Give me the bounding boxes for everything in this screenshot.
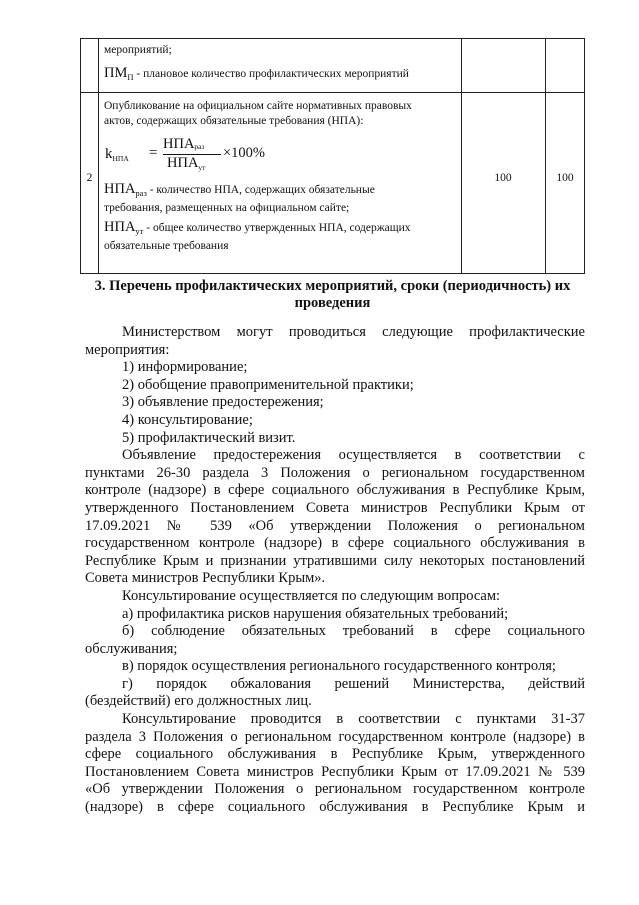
paragraph-line: Республике Крым и признании утратившими силу некоторых постановлений — [85, 552, 585, 569]
section-heading — [80, 278, 585, 312]
section-heading-line1: 3. Перечень профилактических мероприятий, сроки (периодичность) их — [94, 278, 571, 294]
paragraph-line: Объявление предостережения осуществляется в соответствии с — [122, 447, 585, 464]
paragraph-line: 17.09.2021 № 539 «Об утверждении Положения о региональном — [85, 517, 585, 534]
row2-number: 2 — [86, 172, 93, 184]
pm-symbol: ПМ — [104, 65, 128, 81]
table-divider — [545, 39, 546, 273]
paragraph-line: раздела 3 Положения о региональном государственном контроле (надзоре) в — [85, 728, 585, 745]
pm-subscript: П — [127, 72, 134, 82]
paragraph-line: контроле (надзоре) в сфере социального обслуживания в Республике Крым, — [85, 482, 585, 499]
row2-value-actual: 100 — [556, 172, 574, 184]
list-item: б) соблюдение обязательных требований в сфере социального — [122, 623, 585, 640]
paragraph-line: Совета министров Республики Крым». — [85, 570, 326, 587]
row2-value-target: 100 — [494, 172, 512, 184]
paragraph-line: утвержденного Постановлением Совета министров Республики Крым от — [85, 499, 585, 516]
paragraph-line: Постановлением Совета министров Республики Крым от 17.09.2021 № 539 — [85, 763, 585, 780]
npa-ut-definition-cont: обязательные требования — [104, 240, 229, 252]
formula-equals: = — [149, 145, 158, 161]
list-item: 2) обобщение правоприменительной практики; — [122, 376, 414, 393]
npa-ut-definition: $НПА_{ут}$ - общее количество утвержденных НПА, содержащих — [104, 219, 411, 236]
pm-description: - плановое количество профилактических мероприятий — [133, 68, 409, 80]
list-item: 4) консультирование; — [122, 411, 253, 428]
table-row-divider — [81, 92, 584, 93]
section-heading-line2: проведения — [294, 295, 371, 311]
list-item: 5) профилактический визит. — [122, 429, 296, 446]
paragraph-line: Министерством могут проводиться следующие профилактические — [122, 324, 585, 340]
list-item: в) порядок осуществления регионального государственного контроля; — [122, 658, 556, 675]
row2-description-line2: актов, содержащих обязательные требования (НПА): — [104, 115, 364, 127]
formula-k: $k_{НПА}$ — [105, 146, 129, 163]
row1-continuation: мероприятий; — [104, 44, 172, 56]
table-divider — [98, 39, 99, 273]
paragraph-line: Консультирование проводится в соответствии с пунктами 31-37 — [122, 711, 585, 728]
list-item: 1) информирование; — [122, 359, 248, 376]
formula-denominator: $НПА_{ут}$ — [167, 155, 206, 172]
paragraph-line: государственном контроле (надзоре) в сфере социального обслуживания в — [85, 535, 585, 552]
row1-pm-definition — [104, 66, 409, 85]
paragraph-line: (надзоре) в сфере социального обслуживания в Республике Крым и — [85, 799, 585, 816]
formula-times-100: ×100% — [223, 145, 266, 161]
npa-raz-definition: $НПА_{раз}$ - количество НПА, содержащих обязательные — [104, 181, 375, 198]
paragraph-line: обслуживания; — [85, 640, 178, 657]
list-item: г) порядок обжалования решений Министерства, действий — [122, 675, 585, 692]
paragraph-line: (бездействий) его должностных лиц. — [85, 693, 312, 710]
formula-numerator: НПАраз — [163, 136, 205, 152]
section-body — [85, 324, 585, 817]
paragraph-line: «Об утверждении Положения о региональном государственном контроле — [85, 781, 585, 798]
paragraph-line: Консультирование осуществляется по следующим вопросам: — [122, 587, 501, 604]
row2-description-line1: Опубликование на официальном сайте нормативных правовых — [104, 100, 412, 112]
paragraph-line: пунктами 26-30 раздела 3 Положения о региональном государственном — [85, 464, 585, 481]
list-item: а) профилактика рисков нарушения обязательных требований; — [122, 605, 509, 622]
paragraph-line: сфере социального обслуживания в Республике Крым, утвержденного — [85, 746, 585, 763]
indicators-table — [80, 38, 585, 274]
npa-formula — [105, 136, 265, 176]
table-divider — [461, 39, 462, 273]
npa-raz-definition-cont: требования, размещенных на официальном сайте; — [104, 202, 350, 214]
paragraph-line: мероприятия: — [85, 341, 170, 358]
list-item: 3) объявление предостережения; — [122, 394, 324, 411]
